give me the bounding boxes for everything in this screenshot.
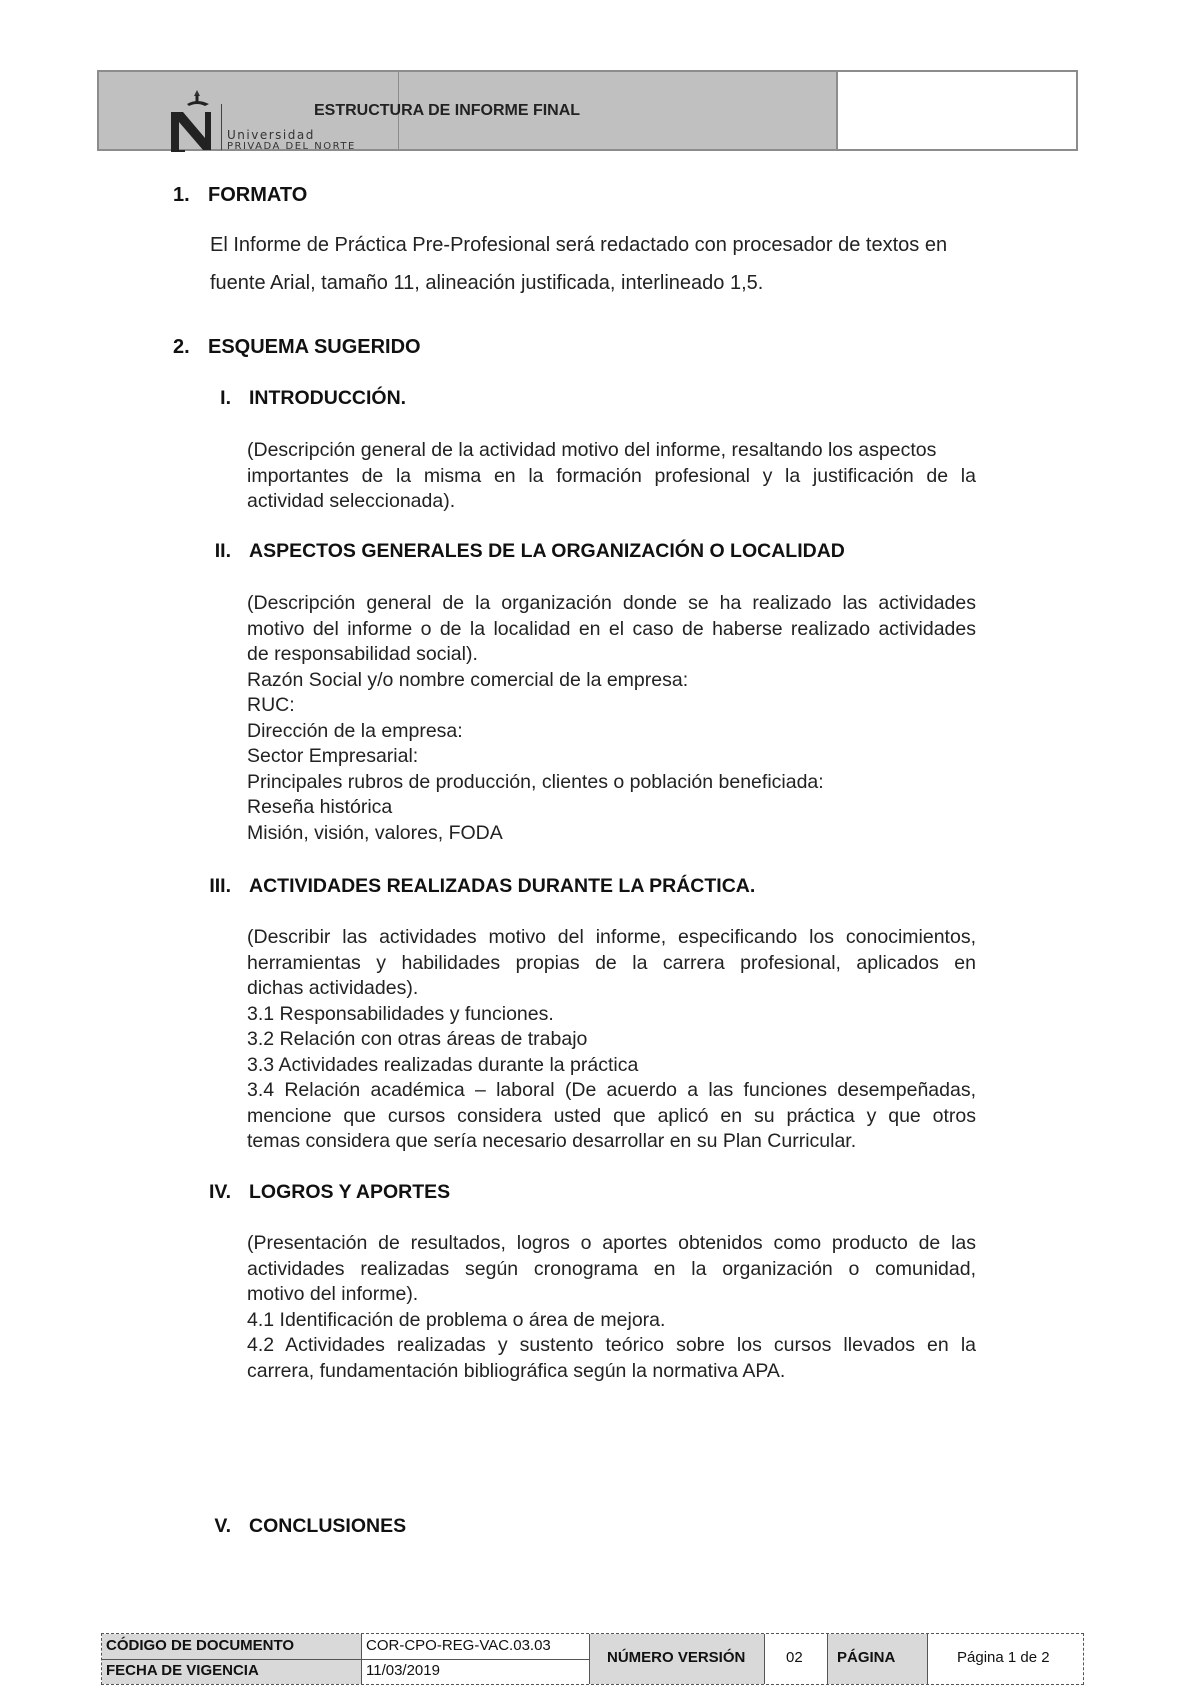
document-footer bbox=[101, 1633, 1084, 1685]
university-logo-icon bbox=[167, 90, 225, 152]
text-line: dichas actividades). bbox=[247, 977, 419, 999]
pagina-label: PÁGINA bbox=[837, 1649, 896, 1666]
text-line: Misión, visión, valores, FODA bbox=[247, 821, 503, 844]
subsection-iii-heading: III. ACTIVIDADES REALIZADAS DURANTE LA PRÁCTICA. bbox=[209, 875, 756, 897]
text-line: mencione que cursos considera usted que aplicó en su práctica y que otros bbox=[247, 1104, 976, 1127]
text-line: 3.3 Actividades realizadas durante la práctica bbox=[247, 1053, 639, 1076]
text-line: motivo del informe o de la localidad en el caso de haberse realizado actividades bbox=[247, 617, 976, 640]
subsection-ii-heading: II. ASPECTOS GENERALES DE LA ORGANIZACIÓN O LOCALIDAD bbox=[214, 540, 845, 562]
fecha-value: 11/03/2019 bbox=[366, 1662, 440, 1679]
text-line: 3.1 Responsabilidades y funciones. bbox=[247, 1002, 554, 1025]
section-1-body: El Informe de Práctica Pre-Profesional será redactado con procesador de textos en fuente Arial, tamaño 11, alineación justificada, interlineado 1,5. bbox=[210, 234, 948, 294]
text-line: (Descripción general de la actividad motivo del informe, resaltando los aspectos bbox=[247, 439, 937, 461]
title-cell bbox=[314, 72, 836, 149]
text-line: Reseña histórica bbox=[247, 796, 393, 818]
text-line: importantes de la misma en la formación profesional y la justificación de la bbox=[247, 464, 976, 487]
text-line: carrera, fundamentación bibliográfica según la normativa APA. bbox=[247, 1359, 786, 1382]
subsection-v-heading: V. CONCLUSIONES bbox=[214, 1515, 407, 1537]
pagina-value: Página 1 de 2 bbox=[957, 1649, 1050, 1666]
fecha-label: FECHA DE VIGENCIA bbox=[106, 1662, 259, 1679]
subsection-iv-heading: IV. LOGROS Y APORTES bbox=[208, 1181, 451, 1203]
codigo-label: CÓDIGO DE DOCUMENTO bbox=[106, 1637, 295, 1654]
text-line: actividad seleccionada). bbox=[247, 490, 456, 512]
text-line: temas considera que sería necesario desarrollar en su Plan Curricular. bbox=[247, 1130, 857, 1152]
subsection-ii-body bbox=[247, 591, 976, 846]
text-line: (Presentación de resultados, logros o aportes obtenidos como producto de las bbox=[247, 1232, 976, 1254]
text-line: Dirección de la empresa: bbox=[247, 719, 463, 742]
text-line: 4.2 Actividades realizadas y sustento teórico sobre los cursos llevados en la bbox=[247, 1334, 976, 1356]
subsection-iv-body bbox=[247, 1231, 976, 1384]
text-line: herramientas y habilidades propias de la carrera profesional, aplicados en bbox=[247, 951, 976, 974]
version-value: 02 bbox=[786, 1649, 803, 1666]
text-line: Razón Social y/o nombre comercial de la empresa: bbox=[247, 668, 689, 691]
subsection-i-body bbox=[247, 438, 976, 515]
text-line: 4.1 Identificación de problema o área de mejora. bbox=[247, 1308, 666, 1331]
text-line: actividades realizadas según cronograma en la organización o comunidad, bbox=[247, 1257, 976, 1280]
text-line: 3.2 Relación con otras áreas de trabajo bbox=[247, 1028, 588, 1050]
header-blank-cell bbox=[836, 72, 1076, 149]
text-line: RUC: bbox=[247, 694, 295, 716]
document-title: ESTRUCTURA DE INFORME FINAL bbox=[314, 102, 581, 119]
codigo-value: COR-CPO-REG-VAC.03.03 bbox=[366, 1637, 551, 1654]
text-line: motivo del informe). bbox=[247, 1283, 419, 1305]
version-label: NÚMERO VERSIÓN bbox=[607, 1649, 746, 1666]
subsection-iii-body bbox=[247, 925, 976, 1155]
text-line: de responsabilidad social). bbox=[247, 643, 478, 665]
text-line: 3.4 Relación académica – laboral (De acuerdo a las funciones desempeñadas, bbox=[247, 1079, 976, 1101]
subsection-i-heading: I. INTRODUCCIÓN. bbox=[220, 387, 407, 409]
logo-text: Universidad PRIVADA DEL NORTE bbox=[227, 128, 356, 152]
text-line: (Describir las actividades motivo del informe, especificando los conocimientos, bbox=[247, 926, 976, 948]
document-header bbox=[97, 70, 1078, 151]
text-line: Sector Empresarial: bbox=[247, 745, 419, 767]
text-line: Principales rubros de producción, clientes o población beneficiada: bbox=[247, 770, 824, 793]
text-line: (Descripción general de la organización donde se ha realizado las actividades bbox=[247, 592, 976, 614]
